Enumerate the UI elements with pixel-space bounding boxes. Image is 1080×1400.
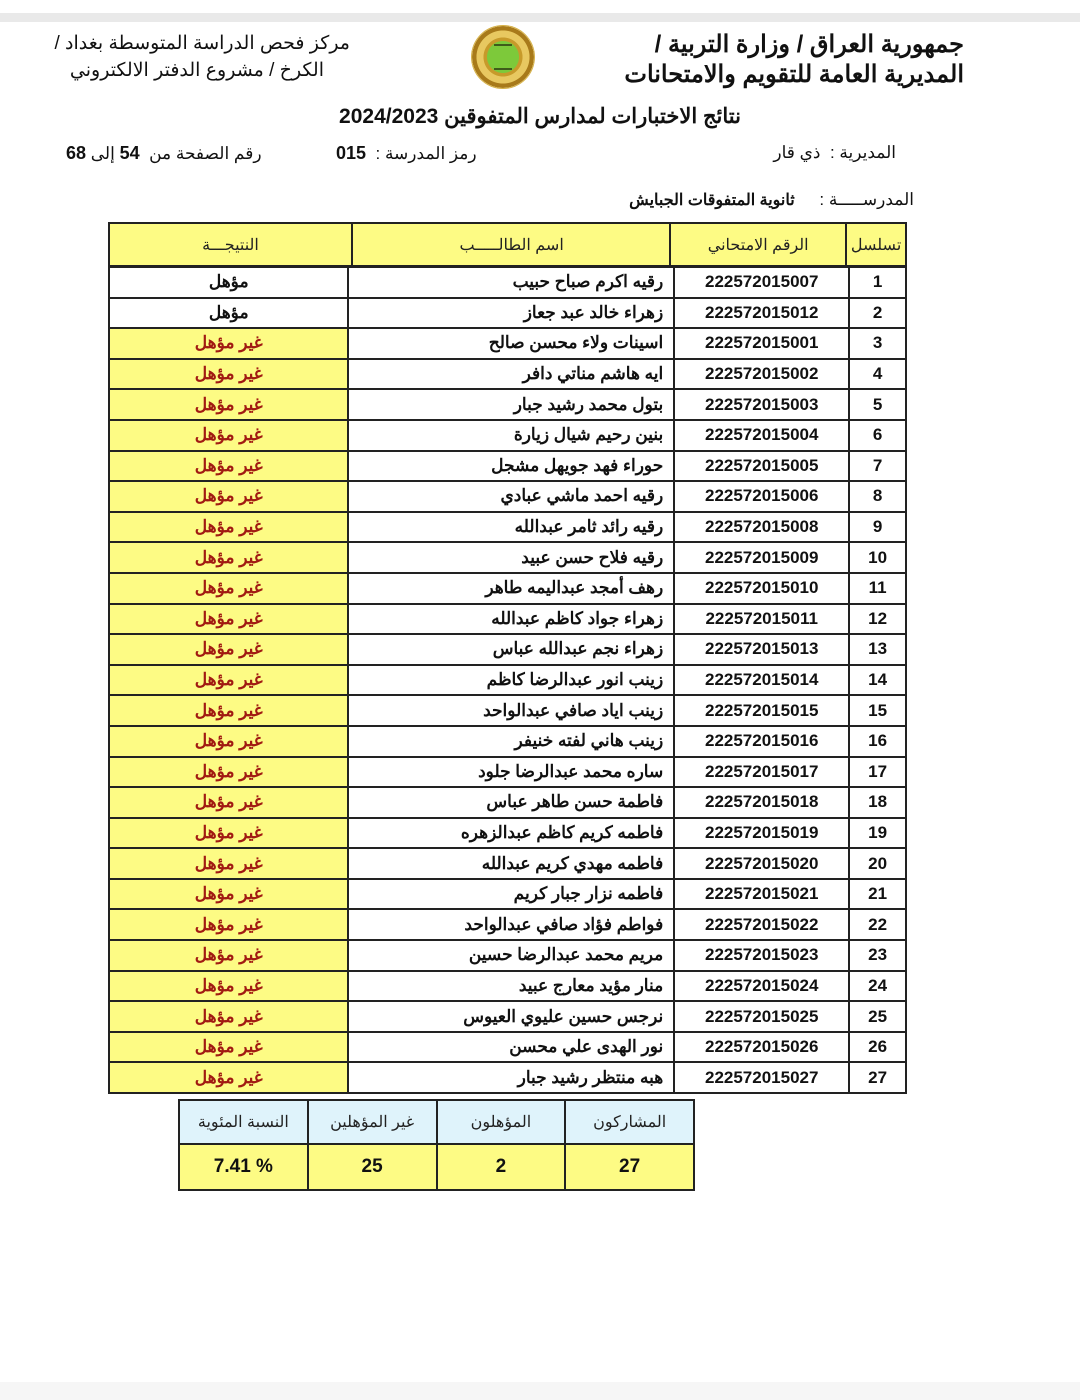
row-seq: 12 — [849, 604, 906, 635]
row-exam-id: 222572015022 — [674, 909, 849, 940]
row-student-name: رقيه احمد ماشي عبادي — [348, 481, 674, 512]
row-seq: 6 — [849, 420, 906, 451]
table-row — [109, 818, 906, 849]
table-row — [109, 1032, 906, 1063]
row-seq: 3 — [849, 328, 906, 359]
school-code-info — [336, 141, 477, 166]
row-seq: 16 — [849, 726, 906, 757]
row-result: غير مؤهل — [109, 757, 348, 788]
row-seq: 2 — [849, 298, 906, 329]
bottom-strip — [0, 1382, 1080, 1400]
row-exam-id: 222572015007 — [674, 267, 849, 298]
row-exam-id: 222572015011 — [674, 604, 849, 635]
row-student-name: زهراء نجم عبدالله عباس — [348, 634, 674, 665]
row-student-name: فاطمه مهدي كريم عبدالله — [348, 848, 674, 879]
row-result: غير مؤهل — [109, 481, 348, 512]
row-seq: 5 — [849, 389, 906, 420]
header-ministry — [624, 30, 964, 90]
row-student-name: ساره محمد عبدالرضا جلود — [348, 757, 674, 788]
header-seq: تسلسل — [846, 223, 906, 266]
summary-header-percentage: النسبة المئوية — [179, 1100, 308, 1144]
row-result: غير مؤهل — [109, 542, 348, 573]
row-seq: 10 — [849, 542, 906, 573]
row-seq: 20 — [849, 848, 906, 879]
row-result: غير مؤهل — [109, 634, 348, 665]
table-row — [109, 787, 906, 818]
table-row — [109, 1001, 906, 1032]
school-code-label: رمز المدرسة : — [375, 144, 477, 163]
row-exam-id: 222572015015 — [674, 695, 849, 726]
row-result: غير مؤهل — [109, 1062, 348, 1093]
row-seq: 13 — [849, 634, 906, 665]
row-result: غير مؤهل — [109, 420, 348, 451]
row-student-name: رقيه فلاح حسن عبيد — [348, 542, 674, 573]
table-row — [109, 359, 906, 390]
row-result: غير مؤهل — [109, 1001, 348, 1032]
row-student-name: ايه هاشم مناتي دافر — [348, 359, 674, 390]
row-student-name: فواطم فؤاد صافي عبدالواحد — [348, 909, 674, 940]
summary-value-percentage: % 7.41 — [179, 1144, 308, 1190]
page-title — [0, 103, 1080, 131]
table-row — [109, 389, 906, 420]
results-table — [108, 266, 907, 1094]
ministry-seal-icon — [472, 26, 534, 88]
row-seq: 27 — [849, 1062, 906, 1093]
summary-header-qualified: المؤهلون — [437, 1100, 566, 1144]
table-row — [109, 573, 906, 604]
row-student-name: زينب انور عبدالرضا كاظم — [348, 665, 674, 696]
table-row — [109, 298, 906, 329]
row-student-name: فاطمه نزار جبار كريم — [348, 879, 674, 910]
row-student-name: زينب هاني لفته خنيفر — [348, 726, 674, 757]
directorate-info — [773, 141, 896, 165]
top-margin — [0, 0, 1080, 13]
row-seq: 22 — [849, 909, 906, 940]
row-result: غير مؤهل — [109, 389, 348, 420]
page-range-info — [66, 141, 262, 166]
row-result: غير مؤهل — [109, 512, 348, 543]
row-result: غير مؤهل — [109, 971, 348, 1002]
row-student-name: مريم محمد عبدالرضا حسين — [348, 940, 674, 971]
row-result: غير مؤهل — [109, 940, 348, 971]
row-student-name: نور الهدى علي محسن — [348, 1032, 674, 1063]
row-exam-id: 222572015023 — [674, 940, 849, 971]
table-row — [109, 1062, 906, 1093]
page-label: رقم الصفحة من — [149, 144, 262, 163]
header-exam-id: الرقم الامتحاني — [670, 223, 846, 266]
summary-header-participants: المشاركون — [565, 1100, 694, 1144]
table-row — [109, 695, 906, 726]
row-exam-id: 222572015006 — [674, 481, 849, 512]
table-row — [109, 604, 906, 635]
row-exam-id: 222572015027 — [674, 1062, 849, 1093]
header-center — [50, 30, 350, 84]
row-student-name: حوراء فهد جويهل مشجل — [348, 451, 674, 482]
table-row — [109, 634, 906, 665]
summary-value-participants: 27 — [565, 1144, 694, 1190]
row-seq: 1 — [849, 267, 906, 298]
row-seq: 14 — [849, 665, 906, 696]
row-result: غير مؤهل — [109, 879, 348, 910]
table-row — [109, 726, 906, 757]
page-to-label: إلى — [90, 144, 115, 163]
row-result: غير مؤهل — [109, 848, 348, 879]
table-row — [109, 909, 906, 940]
row-seq: 15 — [849, 695, 906, 726]
school-code-value: 015 — [336, 143, 367, 163]
directorate-label: المديرية : — [829, 143, 896, 162]
row-exam-id: 222572015012 — [674, 298, 849, 329]
row-exam-id: 222572015002 — [674, 359, 849, 390]
row-exam-id: 222572015004 — [674, 420, 849, 451]
page-to: 68 — [66, 143, 87, 163]
header-center-line2: الكرخ / مشروع الدفتر الالكتروني — [69, 60, 324, 81]
row-student-name: زهراء خالد عبد جعاز — [348, 298, 674, 329]
row-exam-id: 222572015003 — [674, 389, 849, 420]
row-student-name: بنين رحيم شيال زيارة — [348, 420, 674, 451]
table-row — [109, 665, 906, 696]
results-table-header — [108, 222, 907, 267]
row-exam-id: 222572015017 — [674, 757, 849, 788]
row-seq: 19 — [849, 818, 906, 849]
row-exam-id: 222572015026 — [674, 1032, 849, 1063]
row-seq: 17 — [849, 757, 906, 788]
row-result: غير مؤهل — [109, 1032, 348, 1063]
row-seq: 18 — [849, 787, 906, 818]
row-seq: 4 — [849, 359, 906, 390]
row-result: مؤهل — [109, 267, 348, 298]
row-exam-id: 222572015010 — [674, 573, 849, 604]
title-year: 2024/2023 — [339, 105, 439, 128]
row-exam-id: 222572015018 — [674, 787, 849, 818]
school-label: المدرســـــة : — [819, 190, 914, 209]
header-result: النتيجـــة — [109, 223, 352, 266]
row-seq: 7 — [849, 451, 906, 482]
row-student-name: فاطمه كريم كاظم عبدالزهره — [348, 818, 674, 849]
table-row — [109, 879, 906, 910]
row-exam-id: 222572015013 — [674, 634, 849, 665]
row-seq: 23 — [849, 940, 906, 971]
row-exam-id: 222572015009 — [674, 542, 849, 573]
row-student-name: رقيه رائد ثامر عبدالله — [348, 512, 674, 543]
table-row — [109, 420, 906, 451]
row-result: غير مؤهل — [109, 604, 348, 635]
row-exam-id: 222572015001 — [674, 328, 849, 359]
summary-table — [178, 1099, 695, 1191]
table-row — [109, 971, 906, 1002]
row-result: غير مؤهل — [109, 451, 348, 482]
row-student-name: زينب اياد صافي عبدالواحد — [348, 695, 674, 726]
row-student-name: هبه منتظر رشيد جبار — [348, 1062, 674, 1093]
row-result: غير مؤهل — [109, 695, 348, 726]
row-exam-id: 222572015020 — [674, 848, 849, 879]
row-exam-id: 222572015024 — [674, 971, 849, 1002]
header-name: اسم الطالـــــب — [352, 223, 670, 266]
row-seq: 11 — [849, 573, 906, 604]
top-strip — [0, 13, 1080, 22]
row-result: غير مؤهل — [109, 328, 348, 359]
row-result: غير مؤهل — [109, 359, 348, 390]
table-row — [109, 848, 906, 879]
row-student-name: رقيه اكرم صباح حبيب — [348, 267, 674, 298]
row-seq: 8 — [849, 481, 906, 512]
page-from: 54 — [119, 143, 140, 163]
header-ministry-line2: المديرية العامة للتقويم والامتحانات — [624, 61, 964, 88]
directorate-value: ذي قار — [773, 143, 821, 162]
table-row — [109, 328, 906, 359]
summary-value-not-qualified: 25 — [308, 1144, 437, 1190]
school-value: ثانوية المتفوقات الجبايش — [629, 192, 795, 209]
results-table-body — [109, 267, 906, 1093]
table-row — [109, 542, 906, 573]
row-student-name: فاطمة حسن طاهر عباس — [348, 787, 674, 818]
row-seq: 21 — [849, 879, 906, 910]
row-exam-id: 222572015016 — [674, 726, 849, 757]
row-student-name: منار مؤيد معارج عبيد — [348, 971, 674, 1002]
table-row — [109, 940, 906, 971]
row-exam-id: 222572015021 — [674, 879, 849, 910]
school-info — [629, 188, 914, 213]
row-result: غير مؤهل — [109, 665, 348, 696]
row-seq: 9 — [849, 512, 906, 543]
row-student-name: رهف أمجد عبداليمه طاهر — [348, 573, 674, 604]
row-exam-id: 222572015008 — [674, 512, 849, 543]
row-student-name: نرجس حسين عليوي العيوس — [348, 1001, 674, 1032]
row-result: غير مؤهل — [109, 726, 348, 757]
row-seq: 25 — [849, 1001, 906, 1032]
row-exam-id: 222572015014 — [674, 665, 849, 696]
row-student-name: بتول محمد رشيد جبار — [348, 389, 674, 420]
table-row — [109, 757, 906, 788]
row-student-name: زهراء جواد كاظم عبدالله — [348, 604, 674, 635]
row-exam-id: 222572015005 — [674, 451, 849, 482]
row-seq: 24 — [849, 971, 906, 1002]
summary-header-not-qualified: غير المؤهلين — [308, 1100, 437, 1144]
seal-emblem — [494, 44, 512, 70]
row-result: غير مؤهل — [109, 909, 348, 940]
row-student-name: اسينات ولاء محسن صالح — [348, 328, 674, 359]
header-ministry-line1: جمهورية العراق / وزارة التربية / — [654, 31, 964, 58]
row-seq: 26 — [849, 1032, 906, 1063]
summary-value-qualified: 2 — [437, 1144, 566, 1190]
row-exam-id: 222572015019 — [674, 818, 849, 849]
title-text: نتائج الاختبارات لمدارس المتفوقين — [444, 105, 741, 128]
row-result: مؤهل — [109, 298, 348, 329]
table-row — [109, 267, 906, 298]
row-result: غير مؤهل — [109, 787, 348, 818]
header-center-line1: مركز فحص الدراسة المتوسطة بغداد / — [54, 33, 350, 54]
row-exam-id: 222572015025 — [674, 1001, 849, 1032]
row-result: غير مؤهل — [109, 818, 348, 849]
table-row — [109, 451, 906, 482]
row-result: غير مؤهل — [109, 573, 348, 604]
table-row — [109, 481, 906, 512]
table-row — [109, 512, 906, 543]
